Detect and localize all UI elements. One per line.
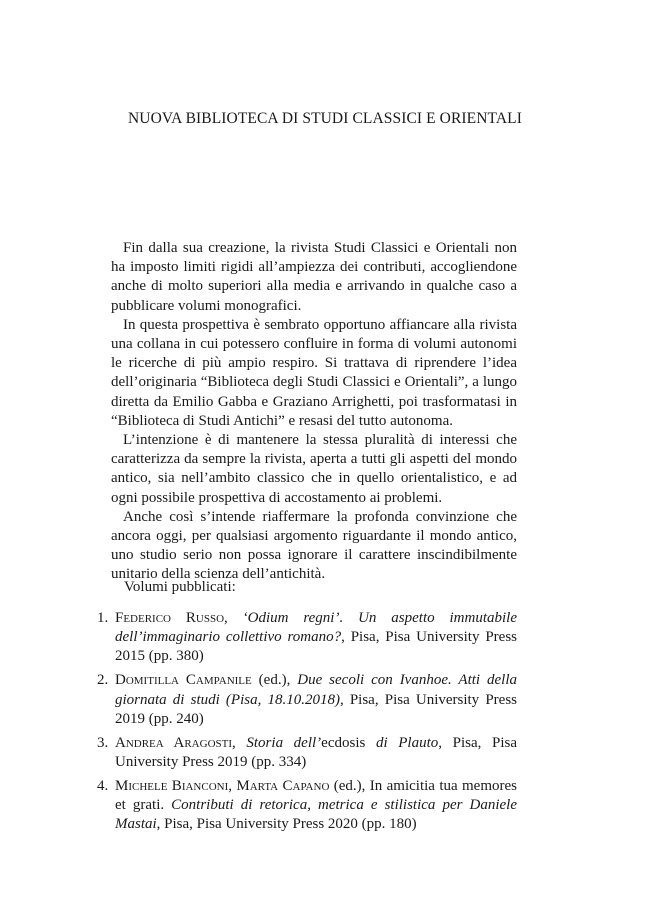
volume-editor-note: (ed.), <box>251 672 298 689</box>
volume-separator: , <box>224 610 243 626</box>
intro-text <box>111 239 517 585</box>
volume-title: Storia dell’ <box>246 734 322 751</box>
volume-citation <box>115 777 517 835</box>
volume-citation <box>115 609 517 667</box>
volume-author: Michele Bianconi <box>115 778 229 795</box>
volume-editor-note: , <box>232 734 247 751</box>
volume-item <box>97 671 517 729</box>
volume-number: 1. <box>97 610 109 626</box>
volume-title: Due secoli con Ivanhoe. Atti della giornata di studi (Pisa, 18.10.2018) <box>115 672 517 708</box>
intro-paragraph: In questa prospettiva è sembrato opportuno affiancare alla rivista una collana in cui potessero confluire in forma di volumi autonomi le ricerche di più ampio respiro. Si trattava di riprendere l’idea dell’originaria “Biblioteca degli Studi Classici e Orientali”, a lungo diretta da Emilio Gabba e Graziano Arrighetti, poi trasformatasi in “Biblioteca di Studi Antichi” e resasi del tutto autonoma. <box>111 316 517 429</box>
volume-publisher: , Pisa, Pisa University Press 2020 (pp. 180) <box>156 816 417 833</box>
volume-title: Contributi di retorica, metrica e stilistica per Daniele Mastai <box>115 797 517 833</box>
intro-paragraph: Anche così s’intende riaffermare la profonda convinzione che ancora oggi, per qualsiasi argomento riguardante il mondo antico, uno studio serio non possa ignorare il carattere inscindibilmente unitario della scienza dell’antichità. <box>111 508 517 583</box>
volume-publisher: , Pisa, Pisa University Press 2015 (pp. 380) <box>115 629 517 665</box>
volume-separator: , <box>228 778 237 795</box>
volume-item <box>97 777 517 835</box>
volume-citation <box>115 734 517 772</box>
volume-title: ‘Odium regni’. Un aspetto immutabile dell’immaginario collettivo romano? <box>115 610 518 646</box>
volume-citation <box>115 671 517 729</box>
volume-publisher: , Pisa, Pisa University Press 2019 (pp. 334) <box>115 734 517 771</box>
volume-author: Domitilla Campanile <box>115 672 252 689</box>
volume-title-roman: ecdosis <box>321 734 366 751</box>
intro-paragraph: L’intenzione è di mantenere la stessa pluralità di interessi che caratterizza da sempre la rivista, aperta a tutti gli aspetti del mondo antico, sia nell’ambito classico che in quello orientalistico, e ad ogni possibile prospettiva di accostamento ai problemi. <box>111 432 517 506</box>
volumes-heading: Volumi pubblicati: <box>124 579 236 595</box>
volume-number: 2. <box>97 672 109 689</box>
volumes-list <box>97 609 517 839</box>
volume-item <box>97 609 517 667</box>
volume-author: Federico Russo <box>115 610 225 626</box>
volume-publisher: , Pisa, Pisa University Press 2019 (pp. 240) <box>115 691 517 727</box>
volume-author: Andrea Aragosti <box>115 734 233 751</box>
series-title: NUOVA BIBLIOTECA DI STUDI CLASSICI E ORIENTALI <box>127 110 522 127</box>
intro-paragraph: Fin dalla sua creazione, la rivista Studi Classici e Orientali non ha imposto limiti rigidi all’ampiezza dei contributi, accogliendone anche di molto superiori alla media e arrivando in qualche caso a pubblicare volumi monografici. <box>111 240 517 314</box>
volume-title-end: di Plauto <box>365 734 439 751</box>
volume-author-2: Marta Capano <box>236 778 330 795</box>
volume-item <box>97 734 517 772</box>
volume-editor-note: (ed.), In amicitia tua memores et grati. <box>115 778 517 814</box>
volume-number: 3. <box>97 734 109 751</box>
volume-number: 4. <box>97 778 109 795</box>
